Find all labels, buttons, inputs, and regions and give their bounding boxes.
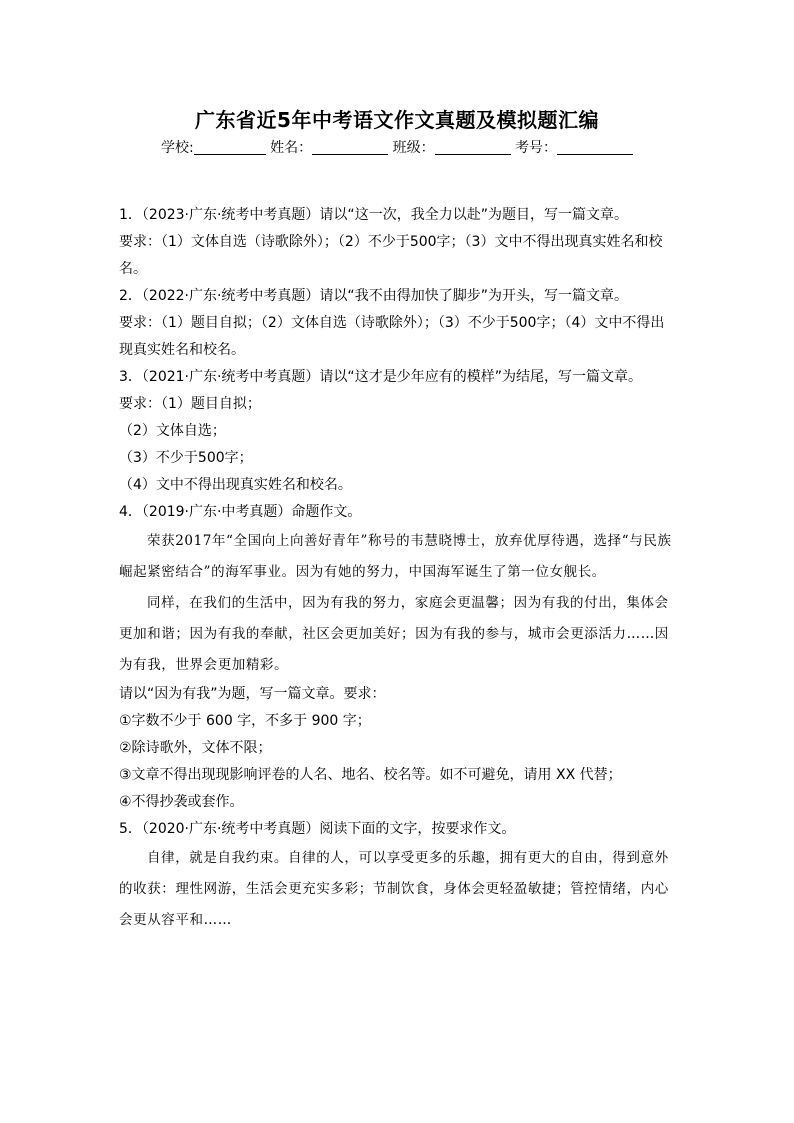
question-4-req-1: ①字数不少于 600 字，不多于 900 字； <box>119 713 371 729</box>
question-4-passage-2: 同样，在我们的生活中，因为有我的努力，家庭会更温馨；因为有我的付出，集体会更加和谐；因为有我的奉献，社区会更加美好；因为有我的参与，城市会更添活力……因为有我，世界会更加精彩。 <box>119 595 669 673</box>
question-4-req-3: ③文章不得出现现影响评卷的人名、地名、校名等。如不可避免，请用 XX 代替； <box>119 767 622 783</box>
question-4-req-2: ②除诗歌外，文体不限； <box>119 740 272 756</box>
name-blank[interactable] <box>312 140 388 155</box>
question-3-head: 3．（2021·广东·统考中考真题）请以“这才是少年应有的模样”为结尾，写一篇文章。 <box>119 369 642 385</box>
question-4-req-4: ④不得抄袭或套作。 <box>119 794 244 810</box>
name-label: 姓名： <box>270 140 313 156</box>
question-2-requirements: 要求：（1）题目自拟；（2）文体自选（诗歌除外）；（3）不少于500字；（4）文中不得出现真实姓名和校名。 <box>119 315 665 358</box>
question-3-req-3: （3）不少于500字； <box>119 450 253 466</box>
question-5-passage-1: 自律，就是自我约束。自律的人，可以享受更多的乐趣，拥有更大的自由，得到意外的收获：理性网游，生活会更充实多彩；节制饮食，身体会更轻盈敏捷；管控情绪，内心会更从容平和…… <box>119 850 669 928</box>
question-3-req-4: （4）文中不得出现真实姓名和校名。 <box>119 477 352 493</box>
question-1-head: 1．（2023·广东·统考中考真题）请以“这一次，我全力以赴”为题目，写一篇文章。 <box>119 207 628 223</box>
exam-no-label: 考号： <box>515 140 558 156</box>
question-2-head: 2．（2022·广东·统考中考真题）请以“我不由得加快了脚步”为开头，写一篇文章。 <box>119 288 628 304</box>
question-4-prompt: 请以“因为有我”为题，写一篇文章。要求： <box>119 686 386 702</box>
question-1-requirements: 要求：（1）文体自选（诗歌除外）；（2）不少于500字；（3）文中不得出现真实姓名和校名。 <box>119 234 663 277</box>
class-label: 班级： <box>392 140 435 156</box>
class-blank[interactable] <box>435 140 511 155</box>
school-blank[interactable] <box>194 140 266 155</box>
question-3-req-1: 要求：（1）题目自拟； <box>119 396 261 412</box>
question-5-head: 5．（2020·广东·统考中考真题）阅读下面的文字，按要求作文。 <box>119 821 516 837</box>
question-4-head: 4．（2019·广东·中考真题）命题作文。 <box>119 504 362 520</box>
document-title: 广东省近5年中考语文作文真题及模拟题汇编 <box>195 108 599 132</box>
question-3-req-2: （2）文体自选； <box>119 423 226 439</box>
questions-content <box>119 202 675 936</box>
student-info-line <box>0 137 794 157</box>
exam-no-blank[interactable] <box>557 140 633 155</box>
school-label: 学校: <box>160 140 194 156</box>
question-4-passage-1: 荣获2017年“全国向上向善好青年”称号的韦慧晓博士，放弃优厚待遇，选择“与民族崛起紧密结合”的海军事业。因为有她的努力，中国海军诞生了第一位女舰长。 <box>119 533 672 580</box>
